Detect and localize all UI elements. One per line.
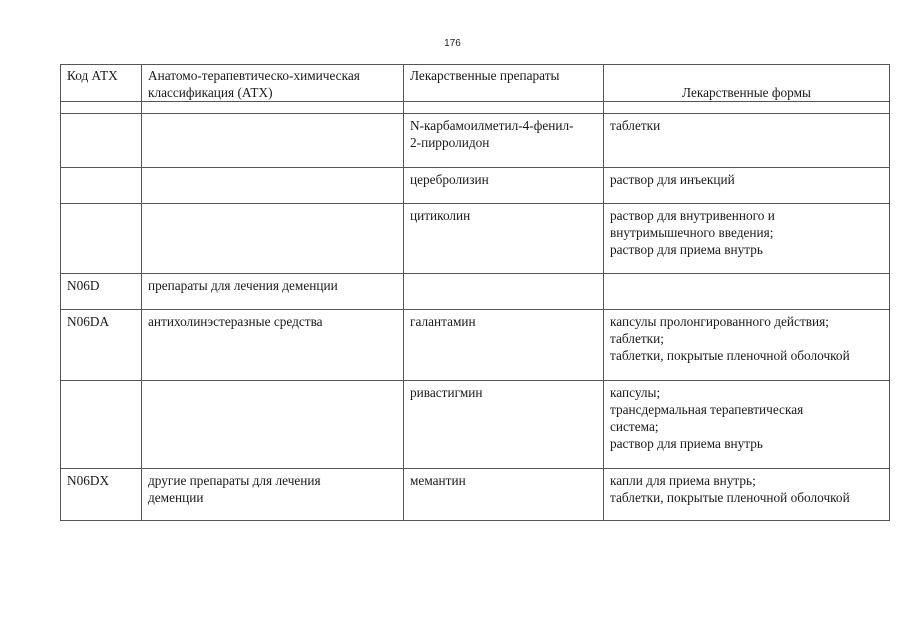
table-row: [61, 274, 890, 310]
cell-drug: цитиколин: [404, 204, 604, 274]
cell-classification: [142, 114, 404, 168]
spacer-cell: [142, 102, 404, 114]
cell-forms: капсулы пролонгированного действия; таблетки; таблетки, покрытые пленочной оболочкой: [604, 310, 890, 381]
table-row: [61, 168, 890, 204]
cell-code: N06D: [61, 274, 142, 310]
spacer-cell: [404, 102, 604, 114]
header-drugs: Лекарственные препараты: [404, 65, 604, 102]
header-forms: Лекарственные формы: [604, 65, 890, 102]
cell-forms: раствор для инъекций: [604, 168, 890, 204]
cell-code: [61, 381, 142, 469]
cell-forms: таблетки: [604, 114, 890, 168]
table-row: [61, 204, 890, 274]
cell-code: [61, 168, 142, 204]
table-row: [61, 469, 890, 521]
cell-forms: капли для приема внутрь; таблетки, покрытые пленочной оболочкой: [604, 469, 890, 521]
cell-code: [61, 114, 142, 168]
cell-drug: галантамин: [404, 310, 604, 381]
cell-code: N06DA: [61, 310, 142, 381]
table-header-row: [61, 65, 890, 102]
cell-drug: [404, 274, 604, 310]
header-code: Код АТХ: [61, 65, 142, 102]
cell-drug: N-карбамоилметил-4-фенил- 2-пирролидон: [404, 114, 604, 168]
cell-drug: ривастигмин: [404, 381, 604, 469]
cell-drug: церебролизин: [404, 168, 604, 204]
cell-classification: другие препараты для лечения деменции: [142, 469, 404, 521]
cell-drug: мемантин: [404, 469, 604, 521]
cell-classification: [142, 204, 404, 274]
table-row: [61, 310, 890, 381]
header-classification: Анатомо-терапевтическо-химическая классификация (АТХ): [142, 65, 404, 102]
cell-code: [61, 204, 142, 274]
header-spacer-row: [61, 102, 890, 114]
page-number: 176: [444, 38, 461, 49]
cell-forms: раствор для внутривенного и внутримышечного введения; раствор для приема внутрь: [604, 204, 890, 274]
cell-classification: [142, 381, 404, 469]
cell-code: N06DX: [61, 469, 142, 521]
atx-drug-table: [60, 64, 890, 521]
cell-classification: препараты для лечения деменции: [142, 274, 404, 310]
spacer-cell: [604, 102, 890, 114]
cell-classification: антихолинэстеразные средства: [142, 310, 404, 381]
cell-forms: [604, 274, 890, 310]
table-row: [61, 381, 890, 469]
cell-classification: [142, 168, 404, 204]
cell-forms: капсулы; трансдермальная терапевтическая система; раствор для приема внутрь: [604, 381, 890, 469]
spacer-cell: [61, 102, 142, 114]
table-row: [61, 114, 890, 168]
